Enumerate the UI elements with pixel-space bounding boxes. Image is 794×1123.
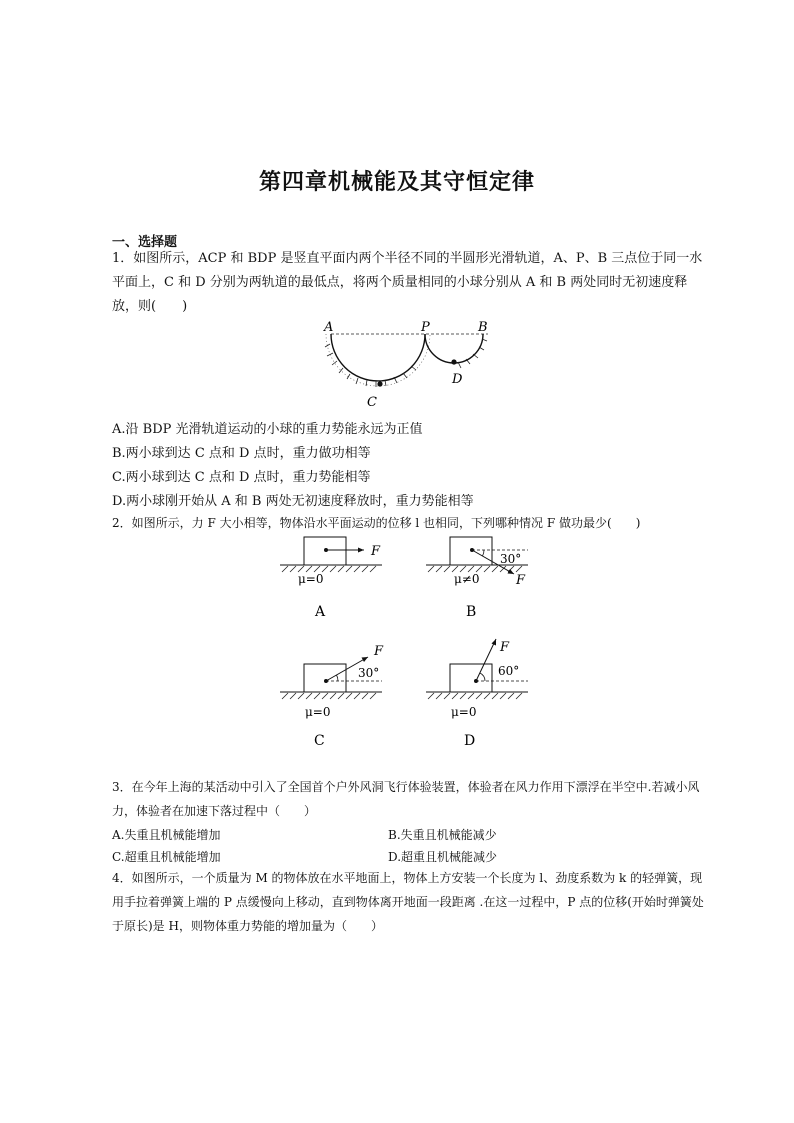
question-4-stem: 4．如图所示，一个质量为 M 的物体放在水平地面上，物体上方安装一个长度为 l、劲度系数为 k 的轻弹簧，现用手拉着弹簧上端的 P 点缓慢向上移动，直到物体离开地面一段距离 .在这一过程中，P 点的位移(开始时弹簧处于原长)是 H，则物体重力势能的增加量为（ ）	[112, 871, 704, 933]
q3-option-c: C.超重且机械能增加	[112, 850, 221, 864]
ball-c	[377, 381, 382, 386]
q2-figure-a	[278, 532, 388, 622]
q3-option-b: B.失重且机械能减少	[388, 828, 497, 842]
q2c-mu-label: μ=0	[305, 705, 331, 719]
section-heading: 一、选择题	[112, 235, 178, 250]
q2d-mu-label: μ=0	[451, 705, 477, 719]
q2d-force-label: F	[500, 640, 510, 655]
q2c-force-label: F	[374, 644, 384, 659]
q2c-angle-label: 30°	[358, 666, 380, 680]
q3-option-a: A.失重且机械能增加	[112, 828, 221, 842]
page-title: 第四章机械能及其守恒定律	[258, 170, 535, 195]
q1-option-b: B.两小球到达 C 点和 D 点时，重力做功相等	[112, 446, 371, 461]
question-2-stem: 2．如图所示，力 F 大小相等，物体沿水平面运动的位移 l 也相同，下列哪种情况 F 做功最少( )	[112, 516, 641, 530]
q2-figure-d	[424, 635, 544, 753]
q2b-force-label: F	[516, 573, 526, 588]
q2a-force-label: F	[371, 544, 381, 559]
q2d-angle-label: 60°	[498, 664, 520, 678]
q2-figure-b	[424, 532, 544, 622]
q1-option-c: C.两小球到达 C 点和 D 点时，重力势能相等	[112, 470, 371, 485]
question-1-stem: 1．如图所示，ACP 和 BDP 是竖直平面内两个半径不同的半圆形光滑轨道，A、P、B 三点位于同一水平面上，C 和 D 分别为两轨道的最低点，将两个质量相同的小球分别从 A 和 B 两处同时无初速度释放，则( )	[112, 251, 703, 314]
q3-option-d: D.超重且机械能减少	[388, 850, 498, 864]
q2-figure-c	[278, 643, 388, 753]
q1-option-a: A.沿 BDP 光滑轨道运动的小球的重力势能永远为正值	[112, 422, 423, 437]
label-b: B	[478, 320, 488, 335]
q1-option-d: D.两小球刚开始从 A 和 B 两处无初速度释放时，重力势能相等	[112, 494, 474, 509]
label-c: C	[367, 395, 377, 410]
label-p: P	[421, 320, 430, 335]
question-3-stem: 3．在今年上海的某活动中引入了全国首个户外风洞飞行体验装置，体验者在风力作用下漂浮在半空中.若减小风力，体验者在加速下落过程中（ ）	[112, 780, 700, 818]
label-a: A	[324, 320, 334, 335]
q2d-caption: D	[464, 733, 476, 749]
q2b-caption: B	[466, 604, 477, 620]
question-1-figure	[318, 318, 498, 413]
q2a-mu-label: μ=0	[298, 572, 324, 586]
label-d: D	[452, 372, 463, 387]
q2b-angle-label: 30°	[500, 552, 522, 566]
q2c-caption: C	[314, 733, 325, 749]
ball-d	[451, 359, 456, 364]
q2b-mu-label: μ≠0	[454, 572, 480, 586]
q2a-caption: A	[315, 604, 326, 620]
